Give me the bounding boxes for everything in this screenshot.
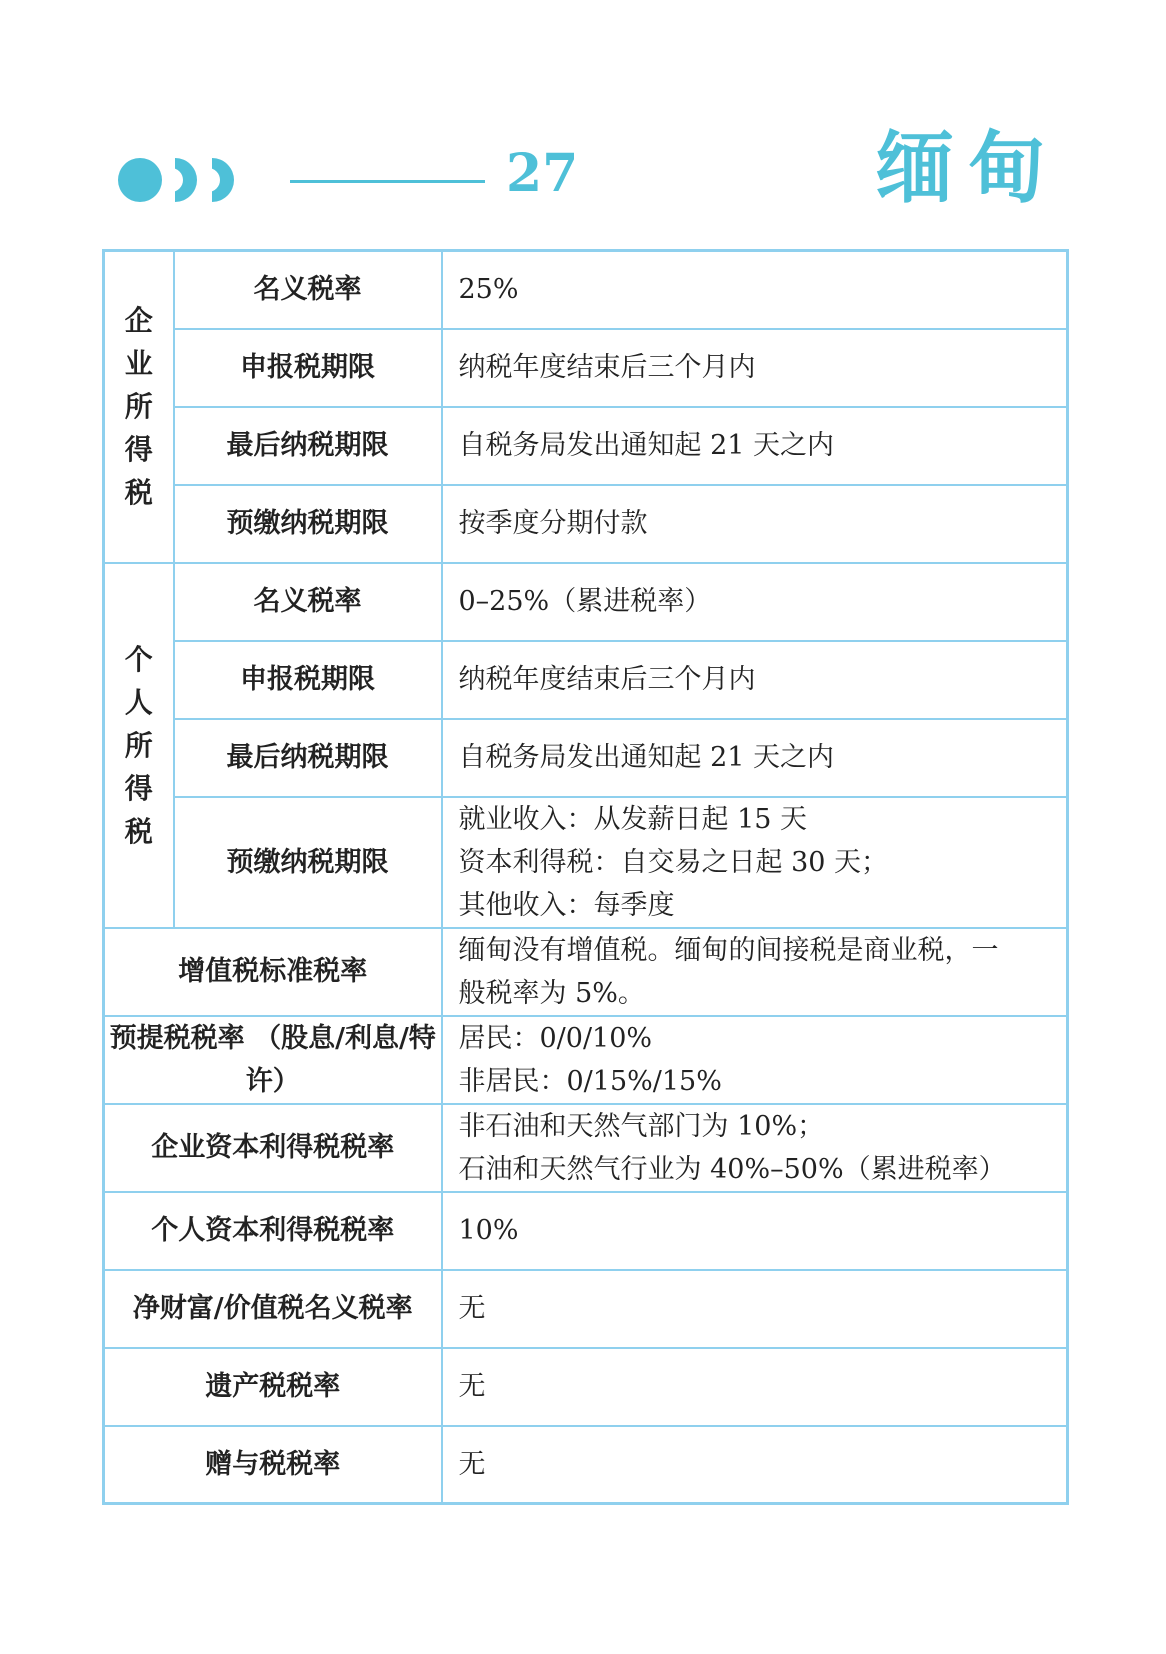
table-row [104, 1426, 1068, 1504]
individual-income-tax-group: 个人所得税 [104, 563, 174, 928]
row-label: 最后纳税期限 [174, 407, 442, 485]
circle-dot-icon [118, 158, 162, 202]
row-value [442, 928, 1068, 1016]
row-value [442, 797, 1068, 928]
half-moon-dot-icon [212, 158, 234, 202]
row-value: 按季度分期付款 [442, 485, 1068, 563]
value-line: 其他收入：每季度 [458, 889, 675, 921]
row-value: 自税务局发出通知起 21 天之内 [442, 407, 1068, 485]
row-label: 申报税期限 [174, 641, 442, 719]
page-number: 27 [506, 143, 579, 204]
half-moon-dot-icon [175, 158, 197, 202]
corporate-income-tax-group: 企业所得税 [104, 251, 174, 563]
withholding-tax-rate-label [104, 1016, 442, 1104]
row-value: 10% [442, 1192, 1068, 1270]
individual-capital-gains-rate-label: 个人资本利得税税率 [104, 1192, 442, 1270]
value-line: 石油和天然气行业为 40%–50%（累进税率） [458, 1153, 1006, 1185]
country-title: 缅甸 [875, 123, 1060, 214]
gift-tax-rate-label: 赠与税税率 [104, 1426, 442, 1504]
table-row [104, 641, 1068, 719]
corporate-capital-gains-rate-label: 企业资本利得税税率 [104, 1104, 442, 1192]
row-value: 0–25%（累进税率） [442, 563, 1068, 641]
table-row [104, 1192, 1068, 1270]
table-row [104, 1270, 1068, 1348]
row-value: 自税务局发出通知起 21 天之内 [442, 719, 1068, 797]
value-line: 缅甸没有增值税。缅甸的间接税是商业税，一 [458, 934, 999, 966]
row-value: 无 [442, 1426, 1068, 1504]
table-row [104, 719, 1068, 797]
header-divider-line [290, 180, 485, 183]
row-label: 申报税期限 [174, 329, 442, 407]
table-row [104, 1348, 1068, 1426]
value-line: 般税率为 5%。 [458, 977, 645, 1009]
table-row [104, 563, 1068, 641]
row-value: 25% [442, 251, 1068, 329]
table-row [104, 1016, 1068, 1104]
row-label: 预缴纳税期限 [174, 485, 442, 563]
row-value [442, 1016, 1068, 1104]
value-line: 非石油和天然气部门为 10%； [458, 1110, 825, 1142]
row-label: 名义税率 [174, 251, 442, 329]
row-value: 纳税年度结束后三个月内 [442, 329, 1068, 407]
table-row [104, 797, 1068, 928]
row-value [442, 1104, 1068, 1192]
label-line: 预提税税率 [109, 1022, 245, 1054]
label-line: （股息/利息/特许） [245, 1022, 436, 1097]
table-row [104, 485, 1068, 563]
value-line: 资本利得税：自交易之日起 30 天； [458, 846, 889, 878]
vat-standard-rate-label: 增值税标准税率 [104, 928, 442, 1016]
inheritance-tax-rate-label: 遗产税税率 [104, 1348, 442, 1426]
row-value: 纳税年度结束后三个月内 [442, 641, 1068, 719]
tax-rate-table [102, 249, 1069, 1505]
table-row [104, 928, 1068, 1016]
value-line: 居民：0/0/10% [458, 1022, 653, 1054]
value-line: 非居民：0/15%/15% [458, 1065, 722, 1097]
row-label: 预缴纳税期限 [174, 797, 442, 928]
table-row [104, 329, 1068, 407]
table-row [104, 407, 1068, 485]
net-wealth-tax-rate-label: 净财富/价值税名义税率 [104, 1270, 442, 1348]
row-value: 无 [442, 1270, 1068, 1348]
decorative-dots [118, 158, 248, 202]
table-row [104, 1104, 1068, 1192]
row-value: 无 [442, 1348, 1068, 1426]
row-label: 最后纳税期限 [174, 719, 442, 797]
table-row [104, 251, 1068, 329]
value-line: 就业收入：从发薪日起 15 天 [458, 803, 808, 835]
page-header [0, 0, 1166, 240]
row-label: 名义税率 [174, 563, 442, 641]
